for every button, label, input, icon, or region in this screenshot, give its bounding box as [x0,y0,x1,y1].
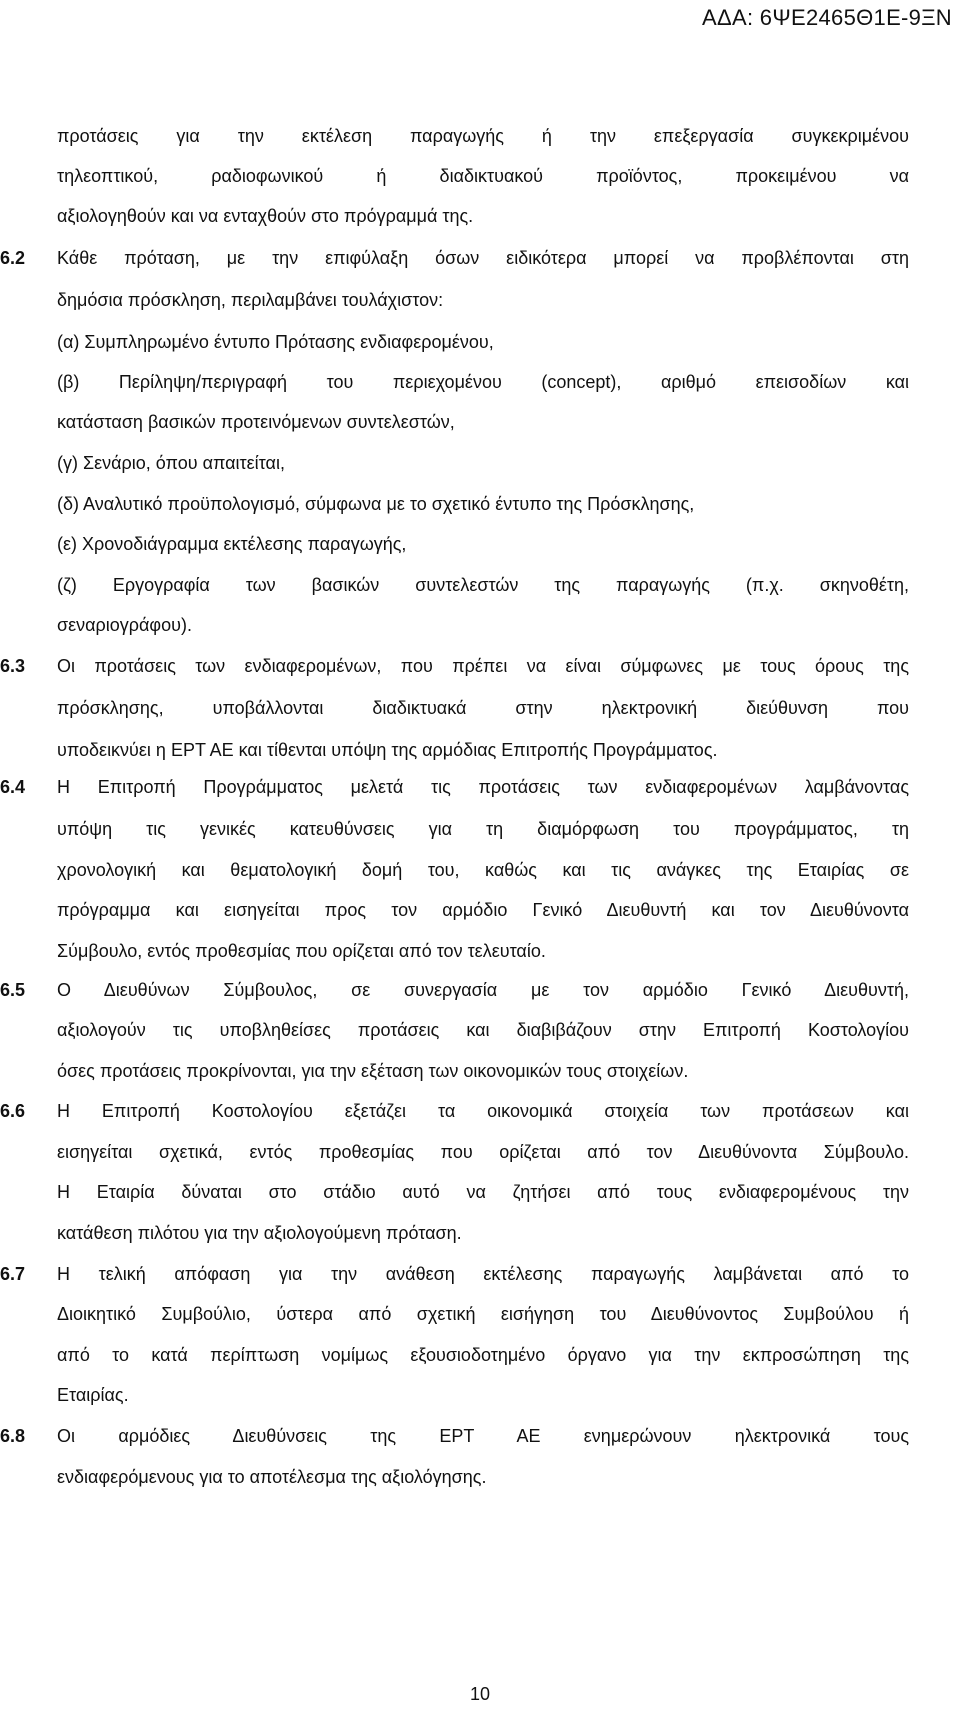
text-line: υποδεικνύει η ΕΡΤ ΑΕ και τίθενται υπόψη της αρμόδιας Επιτροπής Προγράμματος. [57,740,718,760]
text-line: Εταιρίας. [57,1385,129,1405]
text-line: Η Επιτροπή Προγράμματος μελετά τις προτάσεις των ενδιαφερομένων λαμβάνοντας [57,777,909,797]
text-line: πρόγραμμα και εισηγείται προς τον αρμόδιο Γενικό Διευθυντή και τον Διευθύνοντα [57,900,909,920]
text-line: σεναριογράφου). [57,615,192,635]
list-item-f: (ζ) Εργογραφία των βασικών συντελεστών της παραγωγής (π.χ. σκηνοθέτη, [57,575,909,595]
text-line: Διοικητικό Συμβούλιο, ύστερα από σχετική εισήγηση του Διευθύνοντος Συμβούλου ή [57,1304,909,1324]
text-line: Η Εταιρία δύναται στο στάδιο αυτό να ζητήσει από τους ενδιαφερομένους την [57,1182,909,1202]
text-line: ενδιαφερόμενους για το αποτέλεσμα της αξιολόγησης. [57,1467,487,1487]
text-line: κατάσταση βασικών προτεινόμενων συντελεστών, [57,412,455,432]
list-item-a: (α) Συμπληρωμένο έντυπο Πρότασης ενδιαφερομένου, [57,332,494,352]
text-line: πρόσκλησης, υποβάλλονται διαδικτυακά στην ηλεκτρονική διεύθυνση που [57,698,909,718]
section-number-6-6: 6.6 [0,1101,26,1121]
text-line: προτάσεις για την εκτέλεση παραγωγής ή την επεξεργασία συγκεκριμένου [57,126,909,146]
text-line: Οι αρμόδιες Διευθύνσεις της ΕΡΤ ΑΕ ενημερώνουν ηλεκτρονικά τους [57,1426,909,1446]
text-line: αξιολογούν τις υποβληθείσες προτάσεις και διαβιβάζουν στην Επιτροπή Κοστολογίου [57,1020,909,1040]
text-line: Ο Διευθύνων Σύμβουλος, σε συνεργασία με τον αρμόδιο Γενικό Διευθυντή, [57,980,909,1000]
text-line: τηλεοπτικού, ραδιοφωνικού ή διαδικτυακού προϊόντος, προκειμένου να [57,166,909,186]
text-line: κατάθεση πιλότου για την αξιολογούμενη πρόταση. [57,1223,462,1243]
section-number-6-7: 6.7 [0,1264,26,1284]
text-line: υπόψη τις γενικές κατευθύνσεις για τη διαμόρφωση του προγράμματος, τη [57,819,909,839]
text-line: όσες προτάσεις προκρίνονται, για την εξέταση των οικονομικών τους στοιχείων. [57,1061,689,1081]
list-item-d: (δ) Αναλυτικό προϋπολογισμό, σύμφωνα με το σχετικό έντυπο της Πρόσκλησης, [57,494,695,514]
text-line: εισηγείται σχετικά, εντός προθεσμίας που ορίζεται από τον Διευθύνοντα Σύμβουλο. [57,1142,909,1162]
section-number-6-3: 6.3 [0,656,26,676]
text-line: δημόσια πρόσκληση, περιλαμβάνει τουλάχιστον: [57,290,444,310]
list-item-c: (γ) Σενάριο, όπου απαιτείται, [57,453,285,473]
text-line: Κάθε πρόταση, με την επιφύλαξη όσων ειδικότερα μπορεί να προβλέπονται στη [57,248,909,268]
list-item-e: (ε) Χρονοδιάγραμμα εκτέλεσης παραγωγής, [57,534,407,554]
text-line: Η Επιτροπή Κοστολογίου εξετάζει τα οικονομικά στοιχεία των προτάσεων και [57,1101,909,1121]
section-number-6-8: 6.8 [0,1426,26,1446]
page-number: 10 [469,1684,491,1704]
section-number-6-5: 6.5 [0,980,26,1000]
ada-header: ΑΔΑ: 6ΨΕ2465Θ1Ε-9ΞΝ [702,5,952,30]
text-line: από το κατά περίπτωση νομίμως εξουσιοδοτημένο όργανο για την εκπροσώπηση της [57,1345,909,1365]
text-line: αξιολογηθούν και να ενταχθούν στο πρόγραμμά της. [57,206,474,226]
section-number-6-2: 6.2 [0,248,26,268]
section-number-6-4: 6.4 [0,777,26,797]
text-line: Σύμβουλο, εντός προθεσμίας που ορίζεται από τον τελευταίο. [57,941,546,961]
text-line: Οι προτάσεις των ενδιαφερομένων, που πρέπει να είναι σύμφωνες με τους όρους της [57,656,909,676]
text-line: Η τελική απόφαση για την ανάθεση εκτέλεσης παραγωγής λαμβάνεται από το [57,1264,909,1284]
list-item-b: (β) Περίληψη/περιγραφή του περιεχομένου (concept), αριθμό επεισοδίων και [57,372,909,392]
text-line: χρονολογική και θεματολογική δομή του, καθώς και τις ανάγκες της Εταιρίας σε [57,860,909,880]
